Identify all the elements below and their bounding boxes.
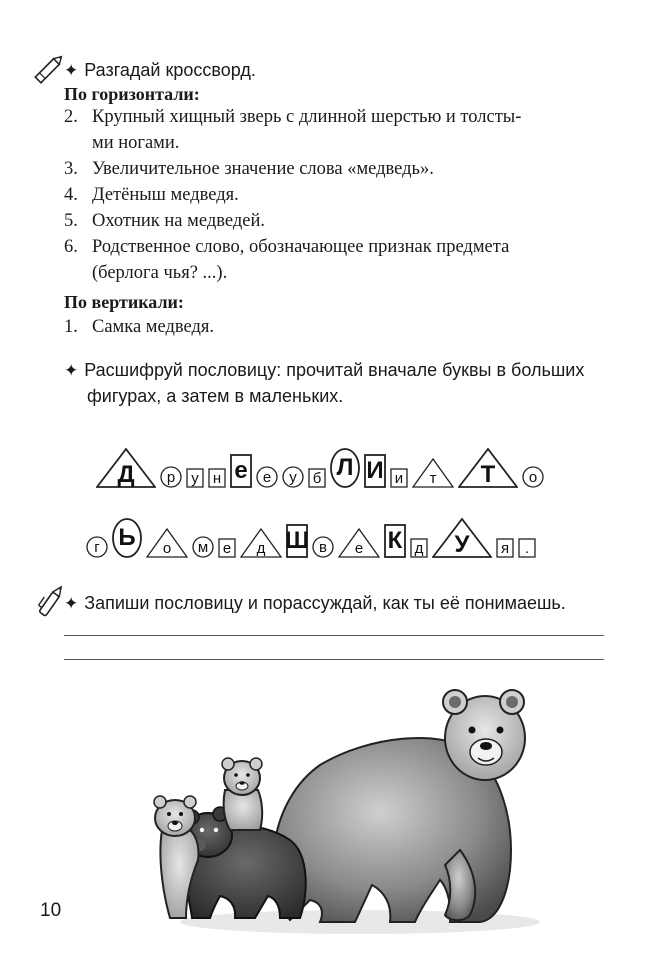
clue-number: 6. (64, 237, 78, 257)
cipher-letter: Ь (118, 524, 136, 551)
clue-6-continuation: (берлога чья? ...). (92, 263, 228, 283)
clue-number: 1. (64, 317, 78, 337)
horizontal-heading: По горизонтали: (64, 84, 200, 104)
task-crossword (64, 58, 256, 83)
clue-1 (64, 314, 214, 340)
cipher-triangle-big (432, 518, 492, 558)
cipher-letter: я (500, 539, 510, 557)
cipher-letter: д (256, 539, 266, 557)
cipher-square-small (308, 468, 326, 488)
clue-text: Увеличительное значение слова «медведь». (92, 159, 434, 179)
cipher-letter: и (394, 469, 404, 487)
clue-6 (64, 234, 644, 260)
cipher-letter: е (354, 539, 364, 557)
clue-2-continuation: ми ногами. (92, 133, 180, 153)
task-decode-line2: фигурах, а затем в маленьких. (87, 386, 344, 406)
cipher-row-1 (0, 448, 667, 504)
clue-number: 4. (64, 185, 78, 205)
cipher-square-small (208, 468, 226, 488)
writing-line-2[interactable] (64, 659, 604, 660)
cipher-letter: у (289, 468, 297, 486)
vertical-heading: По вертикали: (64, 292, 184, 312)
cipher-square-small (390, 468, 408, 488)
clue-4 (64, 182, 644, 208)
task-crossword-text: Разгадай кроссворд. (84, 60, 256, 80)
cipher-row-2 (0, 518, 667, 574)
cipher-letter: т (429, 469, 437, 487)
cipher-letter: б (312, 469, 322, 487)
cipher-letter: У (454, 531, 470, 559)
cipher-letter: д (414, 539, 424, 557)
cipher-triangle-small (146, 528, 188, 558)
cipher-square-big (286, 524, 308, 558)
cipher-letter: И (366, 457, 384, 484)
clue-text: Родственное слово, обозначающее признак предмета (92, 237, 510, 257)
cipher-circle-big (330, 448, 360, 488)
cipher-square-big (364, 454, 386, 488)
task-write-text: Запиши пословицу и порассуждай, как ты её понимаешь. (84, 593, 566, 613)
cipher-circle-small (86, 536, 108, 558)
clue-3 (64, 156, 644, 182)
cipher-triangle-big (96, 448, 156, 488)
cipher-letter: . (524, 539, 530, 557)
cipher-letter: Ш (284, 527, 310, 554)
page-number: 10 (40, 900, 62, 921)
light-cub-back (222, 758, 262, 830)
task-write (64, 591, 566, 616)
cipher-square-big (230, 454, 252, 488)
cipher-triangle-small (412, 458, 454, 488)
cipher-letter: К (387, 527, 403, 554)
cipher-triangle-big (458, 448, 518, 488)
horizontal-clues (64, 104, 644, 286)
cipher-letter: в (319, 538, 327, 556)
cipher-letter: Л (336, 454, 354, 481)
cipher-triangle-small (240, 528, 282, 558)
cipher-letter: р (166, 468, 176, 486)
clue-text: Самка медведя. (92, 317, 215, 337)
clue-2 (64, 104, 644, 130)
cipher-letter: Т (480, 461, 496, 489)
cipher-circle-big (112, 518, 142, 558)
cipher-square-small (496, 538, 514, 558)
cipher-triangle-small (338, 528, 380, 558)
cipher-letter: Д (117, 461, 135, 489)
cipher-circle-small (282, 466, 304, 488)
cipher-square-small (518, 538, 536, 558)
clue-text: Детёныш медведя. (92, 185, 239, 205)
task-decode-line1: Расшифруй пословицу: прочитай вначале буквы в больших (84, 360, 585, 380)
clue-number: 5. (64, 211, 78, 231)
clue-text: Крупный хищный зверь с длинной шерстью и толсты- (92, 107, 522, 127)
cipher-square-small (410, 538, 428, 558)
cipher-circle-small (192, 536, 214, 558)
cipher-letter: е (262, 468, 272, 486)
cipher-letter: е (234, 457, 248, 484)
cipher-circle-small (312, 536, 334, 558)
cipher-circle-small (522, 466, 544, 488)
cipher-letter: е (222, 539, 232, 557)
cipher-letter: о (528, 468, 538, 486)
cipher-letter: у (191, 469, 199, 487)
clue-5 (64, 208, 644, 234)
mother-bear (273, 690, 525, 922)
clue-text: Охотник на медведей. (92, 211, 265, 231)
star-icon: ✦ (64, 61, 79, 80)
star-icon: ✦ (64, 361, 79, 380)
cipher-square-small (218, 538, 236, 558)
cipher-circle-small (160, 466, 182, 488)
clue-number: 3. (64, 159, 78, 179)
star-icon: ✦ (64, 594, 79, 613)
cipher-circle-small (256, 466, 278, 488)
cipher-letter: о (162, 539, 172, 557)
bears-illustration (140, 680, 540, 938)
cipher-letter: м (197, 538, 209, 556)
cipher-square-big (384, 524, 406, 558)
cipher-letter: н (212, 469, 222, 487)
cipher-square-small (186, 468, 204, 488)
clue-number: 2. (64, 107, 78, 127)
writing-line-1[interactable] (64, 635, 604, 636)
task-decode (64, 358, 584, 383)
cipher-letter: г (94, 538, 100, 556)
